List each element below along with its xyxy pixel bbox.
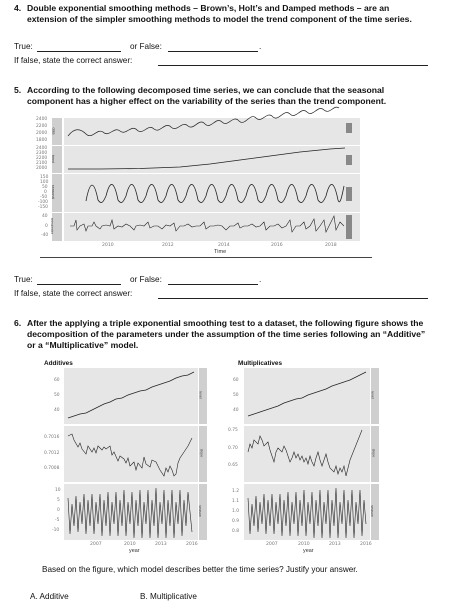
multiplicative-season-ytick: 1.2 xyxy=(232,489,239,494)
additive-season-ytick: 10 xyxy=(55,488,61,493)
additive-season-ytick: -10 xyxy=(52,528,60,533)
remainder-ytick: -40 xyxy=(41,233,49,238)
multiplicative-xtick: 2013 xyxy=(329,542,341,547)
multiplicative-level-line xyxy=(248,372,366,416)
multiplicative-season-line xyxy=(248,488,366,538)
q5-correct-label: If false, state the correct answer: xyxy=(14,289,133,298)
trend-ytick: 2100 xyxy=(36,161,48,166)
additive-xtick: 2016 xyxy=(186,542,198,547)
multiplicative-slope-ytick: 0.75 xyxy=(228,428,238,433)
seasonal-ytick: 100 xyxy=(40,180,49,185)
q4-number: 4. xyxy=(14,3,22,13)
data-ytick: 2200 xyxy=(36,124,48,129)
multiplicative-level-strip: level xyxy=(371,368,379,424)
trend-ytick: 2000 xyxy=(36,166,48,171)
additive-slope-line xyxy=(68,434,192,476)
additive-slope-ytick: 0.7008 xyxy=(44,466,60,471)
additive-xtick: 2013 xyxy=(155,542,167,547)
additive-xlabel: year xyxy=(129,548,140,554)
trend-ytick: 2300 xyxy=(36,151,48,156)
additive-season-ytick: 5 xyxy=(57,498,60,503)
q6-text-line2: decomposition of the parameters under the assumption of the time series following an “Additive” xyxy=(27,329,426,339)
q4-text-line1: Double exponential smoothing methods – Brown’s, Holt’s and Damped methods – are an xyxy=(27,3,390,13)
additive-level-ytick: 50 xyxy=(54,393,60,398)
q5-xtick: 2014 xyxy=(218,243,230,248)
additive-xtick: 2010 xyxy=(124,542,136,547)
option-b[interactable]: B. Multiplicative xyxy=(140,592,197,601)
q5-true-label: True: xyxy=(14,275,33,284)
q4-dot: . xyxy=(259,42,262,51)
seasonal-ytick: -50 xyxy=(40,195,48,200)
data-ytick: 1800 xyxy=(36,138,48,143)
additive-slope-strip: slope xyxy=(199,426,207,482)
multiplicative-season-ytick: 0.9 xyxy=(232,519,239,524)
q5-false-label: or False: xyxy=(130,275,162,284)
multiplicative-season-ytick: 1.1 xyxy=(232,499,239,504)
additive-level-ytick: 40 xyxy=(54,408,60,413)
multiplicative-season-ytick: 1.0 xyxy=(232,509,239,514)
q5-xtick: 2018 xyxy=(325,243,337,248)
seasonal-ytick: -150 xyxy=(38,205,48,210)
seasonal-ytick: -100 xyxy=(38,200,48,205)
seasonal-ytick: 150 xyxy=(40,175,49,180)
remainder-ytick: 40 xyxy=(42,214,48,219)
additive-season-ytick: 0 xyxy=(57,508,60,513)
q5-xtick: 2012 xyxy=(162,243,174,248)
q5-number: 5. xyxy=(14,85,22,95)
multiplicative-level-ytick: 50 xyxy=(233,393,239,398)
additive-slope-ytick: 0.7012 xyxy=(44,451,60,456)
multiplicative-slope-strip: slope xyxy=(371,426,379,482)
multiplicative-xtick: 2007 xyxy=(266,542,278,547)
multiplicative-slope-line xyxy=(248,430,362,476)
multiplicative-level-ytick: 40 xyxy=(233,408,239,413)
q6-number: 6. xyxy=(14,318,22,328)
strip-remainder: remainder xyxy=(52,213,62,241)
additive-level-strip: level xyxy=(199,368,207,424)
q5-xlabel: Time xyxy=(214,249,227,255)
q4-false-label: or False: xyxy=(130,42,162,51)
q4-text-line2: extension of the simpler smoothing methods to model the trend component of the time series. xyxy=(27,14,412,24)
trend-ytick: 2200 xyxy=(36,156,48,161)
q6-followup: Based on the figure, which model describes better the time series? Justify your answer. xyxy=(42,565,358,574)
strip-data: data xyxy=(52,118,62,145)
seasonal-ytick: 50 xyxy=(42,185,48,190)
multiplicative-xtick: 2010 xyxy=(298,542,310,547)
remainder-ytick: 0 xyxy=(45,224,48,229)
q5-dot: . xyxy=(259,275,262,284)
data-ytick: 2400 xyxy=(36,117,48,122)
multiplicative-slope-ytick: 0.70 xyxy=(228,446,238,451)
additive-slope-ytick: 0.7016 xyxy=(44,435,60,440)
additive-season-line xyxy=(68,488,192,538)
q5-xtick: 2016 xyxy=(271,243,283,248)
q4-true-label: True: xyxy=(14,42,33,51)
multiplicative-season-ytick: 0.8 xyxy=(232,529,239,534)
multiplicative-level-ytick: 60 xyxy=(233,378,239,383)
q5-xtick: 2010 xyxy=(102,243,114,248)
additive-level-ytick: 60 xyxy=(54,378,60,383)
multiplicative-slope-ytick: 0.65 xyxy=(228,463,238,468)
q5-text-line1: According to the following decomposed time series, we can conclude that the seasonal xyxy=(27,85,385,95)
q4-correct-label: If false, state the correct answer: xyxy=(14,56,133,65)
seasonal-ytick: 0 xyxy=(44,190,47,195)
multiplicative-xlabel: year xyxy=(303,548,314,554)
strip-trend: trend xyxy=(52,146,62,173)
q6-text-line1: After the applying a triple exponential smoothing test to a dataset, the following figure shows the xyxy=(27,318,424,328)
strip-seasonal: seasonal xyxy=(52,174,62,212)
multiplicative-season-strip: season xyxy=(371,484,379,540)
additive-xtick: 2007 xyxy=(90,542,102,547)
additive-season-strip: season xyxy=(199,484,207,540)
additive-title: Additives xyxy=(44,360,73,367)
q5-text-line2: component has a higher effect on the variability of the series than the trend component. xyxy=(27,96,387,106)
option-a[interactable]: A. Additive xyxy=(30,592,69,601)
data-ytick: 2000 xyxy=(36,131,48,136)
multiplicative-title: Multiplicatives xyxy=(238,360,283,367)
additive-season-ytick: -5 xyxy=(55,518,60,523)
multiplicative-xtick: 2016 xyxy=(360,542,372,547)
additive-level-line xyxy=(68,372,194,418)
trend-ytick: 2400 xyxy=(36,146,48,151)
q6-text-line3: or a “Multiplicative” model. xyxy=(27,340,139,350)
